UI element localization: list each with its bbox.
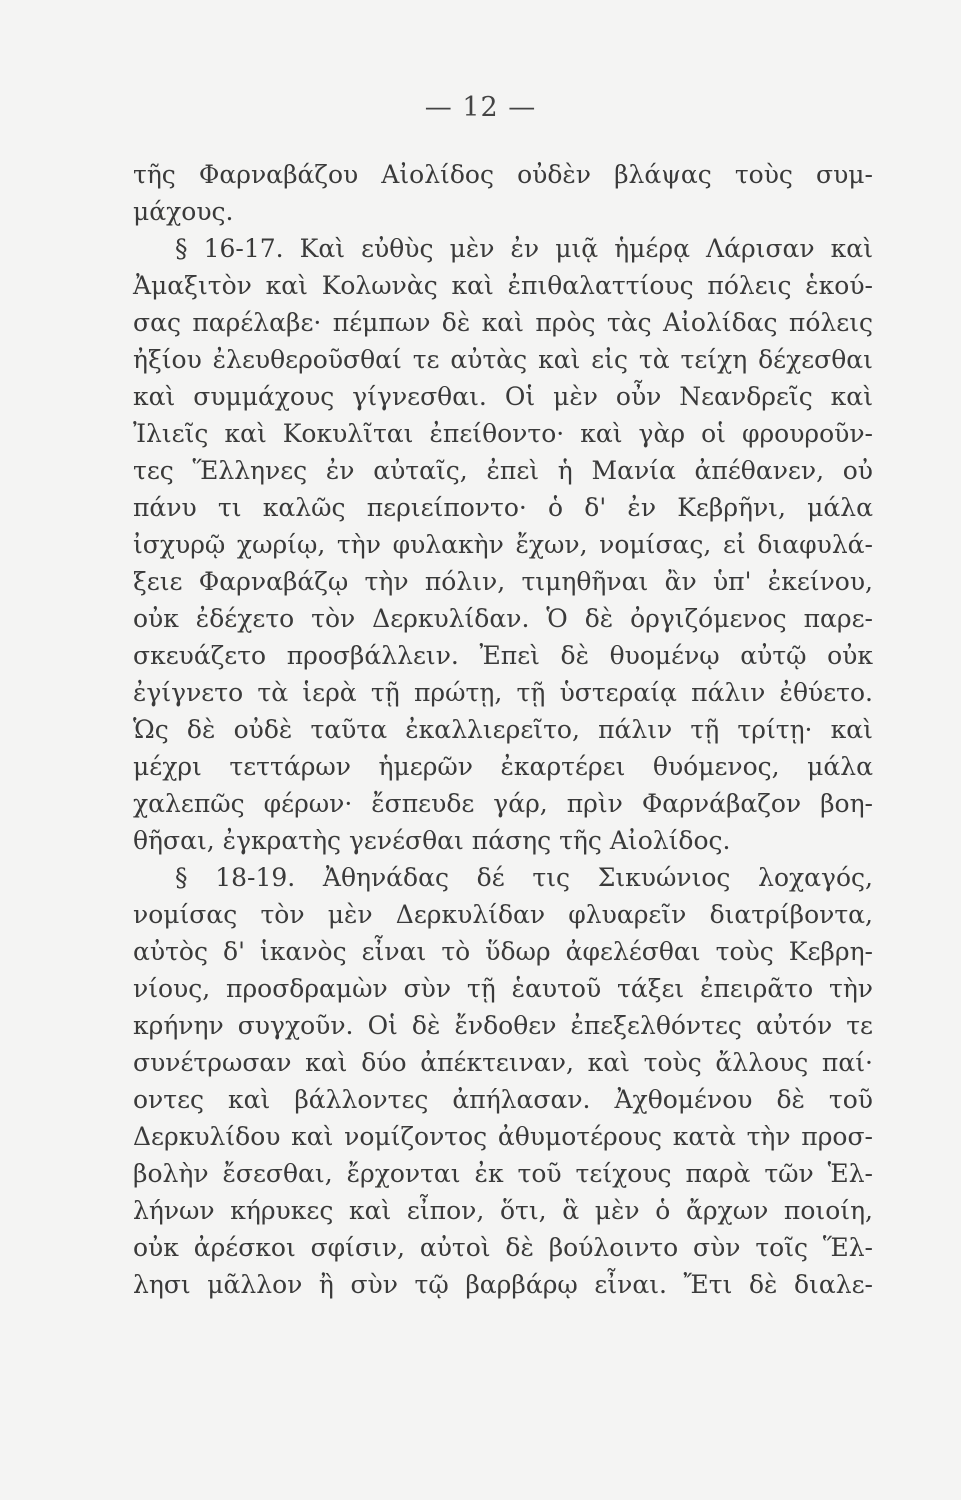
text-line: λήνων κήρυκες καὶ εἶπον, ὅτι, ἃ μὲν ὁ ἄρχων ποιοίη, — [133, 1196, 873, 1225]
section-start-line: § 16-17. Καὶ εὐθὺς μὲν ἐν μιᾷ ἡμέρᾳ Λάρισαν καὶ — [175, 234, 873, 263]
page-number: — 12 — — [424, 92, 537, 123]
text-line: τῆς Φαρναβάζου Αἰολίδος οὐδὲν βλάψας τοὺς συμ- — [133, 160, 873, 189]
text-line: νίους, προσδραμὼν σὺν τῇ ἑαυτοῦ τάξει ἐπειρᾶτο τὴν — [133, 974, 873, 1003]
text-line: οὐκ ἀρέσκοι σφίσιν, αὐτοὶ δὲ βούλοιντο σὺν τοῖς Ἕλ- — [133, 1233, 873, 1262]
text-line: πάνυ τι καλῶς περιείποντο· ὁ δ' ἐν Κεβρῆνι, μάλα — [133, 493, 873, 522]
text-line: θῆσαι, ἐγκρατὴς γενέσθαι πάσης τῆς Αἰολίδος. — [133, 826, 731, 855]
text-line: μάχους. — [133, 197, 234, 226]
body-text — [133, 156, 873, 1303]
text-line: σκευάζετο προσβάλλειν. Ἐπεὶ δὲ θυομένῳ αὐτῷ οὐκ — [133, 641, 873, 670]
text-line: Ὡς δὲ οὐδὲ ταῦτα ἐκαλλιερεῖτο, πάλιν τῇ τρίτῃ· καὶ — [133, 715, 873, 744]
text-line: οὐκ ἐδέχετο τὸν Δερκυλίδαν. Ὁ δὲ ὀργιζόμενος παρε- — [133, 604, 873, 633]
text-line: αὐτὸς δ' ἱκανὸς εἶναι τὸ ὕδωρ ἀφελέσθαι τοὺς Κεβρη- — [133, 937, 873, 966]
text-line: Ἰλιεῖς καὶ Κοκυλῖται ἐπείθοντο· καὶ γὰρ οἱ φρουροῦν- — [133, 419, 873, 448]
text-line: ἐγίγνετο τὰ ἱερὰ τῇ πρώτῃ, τῇ ὑστεραίᾳ πάλιν ἐθύετο. — [133, 678, 873, 707]
text-line: μέχρι τεττάρων ἡμερῶν ἐκαρτέρει θυόμενος, μάλα — [133, 752, 873, 781]
text-line: χαλεπῶς φέρων· ἔσπευδε γάρ, πρὶν Φαρνάβαζον βοη- — [133, 789, 873, 818]
text-line: λησι μᾶλλον ἢ σὺν τῷ βαρβάρῳ εἶναι. Ἔτι δὲ διαλε- — [133, 1270, 873, 1299]
section-start-line: § 18-19. Ἀθηνάδας δέ τις Σικυώνιος λοχαγός, — [175, 863, 873, 892]
text-line: συνέτρωσαν καὶ δύο ἀπέκτειναν, καὶ τοὺς ἄλλους παί· — [133, 1048, 873, 1077]
text-line: ἰσχυρῷ χωρίῳ, τὴν φυλακὴν ἔχων, νομίσας, εἰ διαφυλά- — [133, 530, 873, 559]
text-line: ἠξίου ἐλευθεροῦσθαί τε αὐτὰς καὶ εἰς τὰ τείχη δέχεσθαι — [133, 345, 873, 374]
text-line: Δερκυλίδου καὶ νομίζοντος ἀθυμοτέρους κατὰ τὴν προσ- — [133, 1122, 873, 1151]
text-line: ξειε Φαρναβάζῳ τὴν πόλιν, τιμηθῆναι ἂν ὑπ' ἐκείνου, — [133, 567, 873, 596]
text-line: σας παρέλαβε· πέμπων δὲ καὶ πρὸς τὰς Αἰολίδας πόλεις — [133, 308, 873, 337]
text-line: Ἀμαξιτὸν καὶ Κολωνὰς καὶ ἐπιθαλαττίους πόλεις ἑκού- — [133, 271, 873, 300]
text-line: κρήνην συγχοῦν. Οἱ δὲ ἔνδοθεν ἐπεξελθόντες αὐτόν τε — [133, 1011, 873, 1040]
text-line: καὶ συμμάχους γίγνεσθαι. Οἱ μὲν οὖν Νεανδρεῖς καὶ — [133, 382, 873, 411]
text-line: τες Ἕλληνες ἐν αὐταῖς, ἐπεὶ ἡ Μανία ἀπέθανεν, οὐ — [133, 456, 873, 485]
text-line: νομίσας τὸν μὲν Δερκυλίδαν φλυαρεῖν διατρίβοντα, — [133, 900, 873, 929]
text-line: βολὴν ἔσεσθαι, ἔρχονται ἐκ τοῦ τείχους παρὰ τῶν Ἑλ- — [133, 1159, 873, 1188]
text-line: οντες καὶ βάλλοντες ἀπήλασαν. Ἀχθομένου δὲ τοῦ — [133, 1085, 873, 1114]
